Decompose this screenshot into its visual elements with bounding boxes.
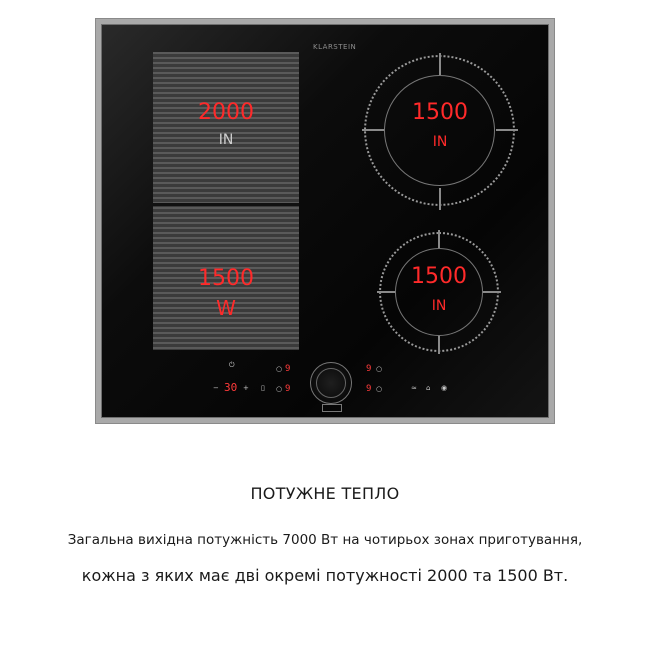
zone-select-icon-2: ○ bbox=[276, 385, 283, 393]
zone4-tick-right bbox=[483, 291, 501, 293]
timer-display: 30 bbox=[224, 381, 238, 394]
zone3-power: 1500 bbox=[412, 100, 468, 125]
zone-select-icon-1: ○ bbox=[276, 365, 283, 373]
zone2-power: 1500 bbox=[198, 266, 254, 291]
zone2-mode: W bbox=[216, 296, 236, 320]
timer-plus-icon: + bbox=[243, 384, 249, 392]
caption-line-2: кожна з яких має дві окремі потужності 2000 та 1500 Вт. bbox=[81, 566, 569, 585]
zone3-tick-right bbox=[496, 129, 518, 131]
timer-minus-icon: − bbox=[213, 384, 219, 392]
zone4-inner-ring bbox=[395, 248, 483, 336]
level-display-3: 9 bbox=[366, 364, 372, 374]
flex-zone-divider bbox=[153, 203, 299, 206]
zone4-power: 1500 bbox=[411, 264, 467, 289]
zone3-tick-bottom bbox=[439, 188, 441, 210]
pause-icon: ◉ bbox=[441, 384, 448, 392]
induction-hob-image bbox=[96, 19, 554, 423]
caption-line-1: Загальна вихідна потужність 7000 Вт на чотирьох зонах приготування, bbox=[67, 532, 583, 548]
zone3-inner-ring bbox=[384, 75, 495, 186]
power-icon: ⏻ bbox=[229, 361, 235, 369]
keep-warm-icon: ⌂ bbox=[426, 384, 431, 392]
zone3-tick-left bbox=[362, 129, 384, 131]
zone4-mode: IN bbox=[431, 298, 447, 314]
boost-icon: ≈ bbox=[411, 384, 417, 392]
caption-title: ПОТУЖНЕ ТЕПЛО bbox=[250, 484, 400, 503]
zone-select-icon-4: ○ bbox=[376, 385, 383, 393]
level-display-1: 9 bbox=[285, 364, 291, 374]
zone3-tick-top bbox=[439, 53, 441, 75]
slider-indicator bbox=[322, 404, 342, 412]
zone-select-icon-3: ○ bbox=[376, 365, 383, 373]
zone1-power: 2000 bbox=[198, 100, 254, 125]
level-display-2: 9 bbox=[285, 384, 291, 394]
lock-icon: ▯ bbox=[261, 384, 265, 392]
brand-logo: KLARSTEIN bbox=[313, 43, 357, 51]
zone4-tick-top bbox=[438, 230, 440, 248]
zone1-mode: IN bbox=[218, 132, 234, 148]
slider-knob-inner bbox=[316, 368, 346, 398]
zone4-tick-bottom bbox=[438, 336, 440, 354]
zone3-mode: IN bbox=[432, 134, 448, 150]
level-display-4: 9 bbox=[366, 384, 372, 394]
zone4-tick-left bbox=[377, 291, 395, 293]
